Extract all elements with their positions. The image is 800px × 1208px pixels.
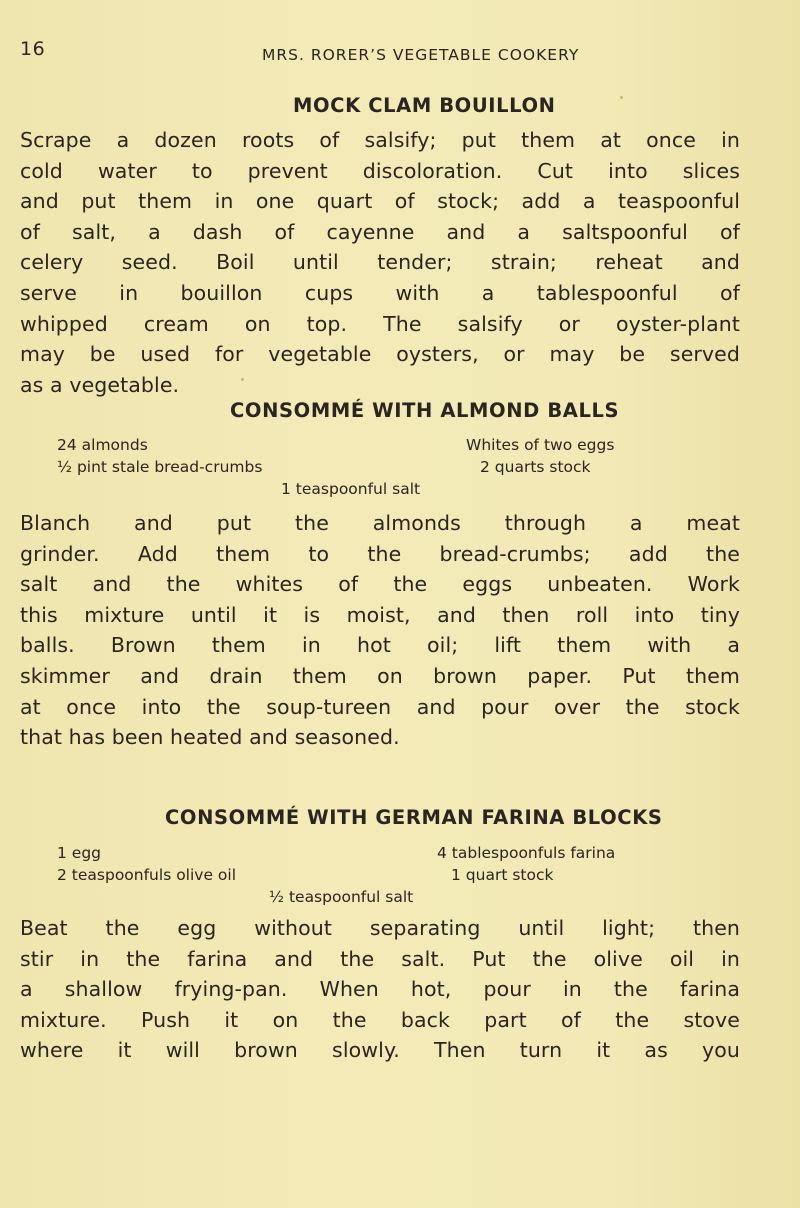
ingredient-quart-stock: 1 quart stock: [451, 866, 554, 884]
text-line: salt and the whites of the eggs unbeaten. Work: [20, 572, 740, 597]
text-line: a shallow frying-pan. When hot, pour in the farina: [20, 977, 740, 1002]
text-line: skimmer and drain them on brown paper. Put them: [20, 663, 740, 688]
text-line: Blanch and put the almonds through a meat: [20, 511, 740, 535]
ingredient-bread-crumbs: ½ pint stale bread-crumbs: [57, 458, 263, 476]
text-line: Scrape a dozen roots of salsify; put them at once in: [20, 128, 740, 152]
text-line: at once into the soup-tureen and pour over the stock: [20, 694, 740, 719]
ingredient-almonds: 24 almonds: [57, 436, 148, 454]
text-line: balls. Brown them in hot oil; lift them with a: [20, 633, 740, 658]
ingredient-half-teaspoon-salt: ½ teaspoonful salt: [269, 888, 414, 906]
recipe-title-consomme-almond-balls: CONSOMMÉ WITH ALMOND BALLS: [230, 399, 620, 422]
text-line: mixture. Push it on the back part of the stove: [20, 1007, 740, 1032]
ingredient-stock: 2 quarts stock: [480, 458, 591, 476]
text-line: of salt, a dash of cayenne and a saltspoonful of: [20, 219, 740, 244]
text-line: serve in bouillon cups with a tablespoonful of: [20, 280, 740, 305]
text-line: Beat the egg without separating until light; then: [20, 916, 740, 940]
text-line: as a vegetable.: [20, 372, 180, 397]
text-line: where it will brown slowly. Then turn it as you: [20, 1038, 740, 1063]
text-line: this mixture until it is moist, and then roll into tiny: [20, 602, 740, 627]
paper-speck: [620, 96, 623, 99]
text-line: whipped cream on top. The salsify or oyster-plant: [20, 311, 740, 336]
page-number: 16: [20, 38, 46, 60]
text-line: celery seed. Boil until tender; strain; reheat and: [20, 250, 740, 275]
text-line: grinder. Add them to the bread-crumbs; add the: [20, 541, 740, 566]
text-line: stir in the farina and the salt. Put the olive oil in: [20, 946, 740, 971]
ingredient-egg-whites: Whites of two eggs: [466, 436, 615, 454]
recipe-body-consomme-farina-blocks: [20, 913, 740, 1066]
recipe-title-mock-clam-bouillon: MOCK CLAM BOUILLON: [293, 94, 556, 117]
ingredient-salt: 1 teaspoonful salt: [281, 480, 421, 498]
text-line: cold water to prevent discoloration. Cut into slices: [20, 158, 740, 183]
recipe-body-consomme-almond-balls: [20, 508, 740, 753]
ingredient-farina: 4 tablespoonfuls farina: [437, 844, 616, 862]
ingredient-egg: 1 egg: [57, 844, 102, 862]
running-head: MRS. RORER’S VEGETABLE COOKERY: [262, 46, 580, 64]
text-line: that has been heated and seasoned.: [20, 725, 400, 750]
recipe-body-mock-clam-bouillon: [20, 125, 740, 400]
ingredient-olive-oil: 2 teaspoonfuls olive oil: [57, 866, 237, 884]
text-line: and put them in one quart of stock; add a teaspoonful: [20, 189, 740, 214]
recipe-title-consomme-farina-blocks: CONSOMMÉ WITH GERMAN FARINA BLOCKS: [165, 806, 663, 829]
text-line: may be used for vegetable oysters, or may be served: [20, 342, 740, 367]
paper-speck: [241, 378, 244, 381]
